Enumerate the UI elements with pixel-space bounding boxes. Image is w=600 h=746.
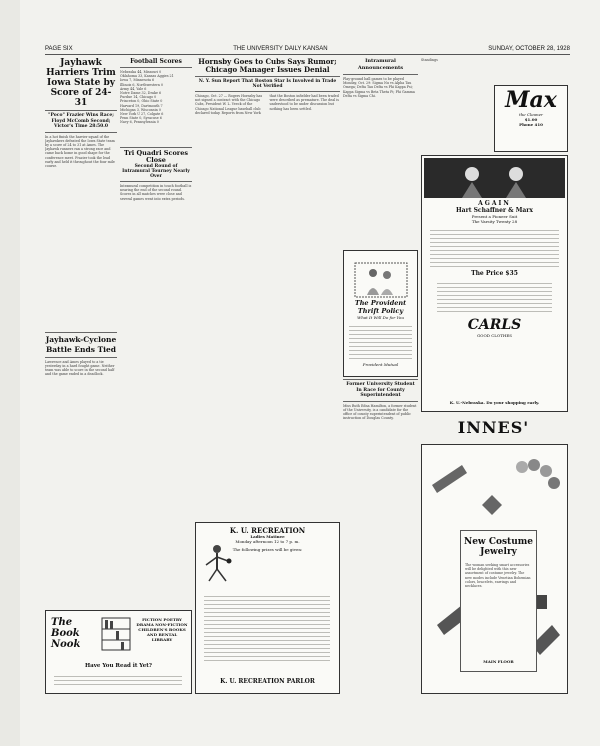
provident-thrift-ad — [343, 250, 418, 377]
max-subtitle: the Cleaner — [519, 112, 543, 117]
former-student-headline: Former University Student In Race for County Superintendent — [346, 382, 415, 398]
divider — [45, 357, 117, 358]
intramural-headline: Intramural Announcements — [357, 58, 404, 71]
carls-footer: K. U.-Nebraska. Do your shopping early. — [449, 400, 540, 405]
divider — [45, 332, 117, 333]
column-4 — [343, 58, 418, 698]
innes-jewelry-ad — [421, 444, 568, 694]
suit-list — [437, 280, 552, 312]
score-line: Nebraska 44, Missouri 0 — [120, 70, 162, 74]
carls-subtitle: GOOD CLOTHES — [476, 333, 513, 338]
paper-name: THE UNIVERSITY DAILY KANSAN — [233, 46, 328, 52]
pioneer-label: Present a Pioneer Suit — [471, 214, 518, 219]
score-line: Purdue 14, Chicago 0 — [120, 95, 157, 100]
standings-text: Standings — [421, 58, 438, 62]
headline-hornsby: Hornsby Goes to Cubs Says Rumor; Chicago Manager Issues Denial — [198, 57, 337, 74]
story-intramural: Play-ground ball games to be played Monday, Oct. 29: Sigma Nu vs Alpha Tau Omega; Delta Tau Delta vs Phi Kappa Psi; Kappa Sigma vs Beta Theta Pi; Phi Gamma Delta vs Sigma Chi. — [343, 77, 415, 98]
score-line: Notre Dame 32, Drake 6 — [120, 91, 162, 96]
varsity-label: The Varsity Twenty 28 — [471, 219, 518, 224]
score-line: Princeton 0, Ohio State 0 — [120, 99, 163, 104]
suit-description — [430, 227, 559, 267]
carls-clothing-ad — [421, 155, 568, 412]
headline-cyclone: Jayhawk-Cyclone Battle Ends Tied — [45, 334, 117, 354]
recreation-prizes: The following prizes will be given: — [232, 547, 303, 552]
page-header — [45, 44, 570, 55]
book-nook-title: The Book Nook — [51, 617, 81, 650]
score-line: Iowa 7, Minnesota 6 — [120, 78, 155, 83]
football-scores-title: Football Scores — [130, 58, 182, 65]
max-cleaner-ad — [494, 85, 568, 152]
jewelry-footer: MAIN FLOOR — [483, 659, 514, 664]
thrift-title: The Provident Thrift Policy — [354, 299, 407, 315]
page-label: PAGE SIX — [45, 46, 73, 52]
divider — [195, 76, 340, 77]
story-tri-quadri: Intramural competition in touch football is nearing the end of the second round. Scores in all matches were close and several games went into extra periods. — [120, 184, 192, 201]
score-line: Michigan 3, Wisconsin 0 — [120, 107, 161, 112]
issue-date: SUNDAY, OCTOBER 28, 1928 — [488, 46, 570, 52]
max-phone: Phone 410 — [519, 122, 543, 127]
score-line: Oklahoma 33, Kansas Aggies 21 — [120, 74, 174, 79]
max-price: $1.00 — [524, 117, 538, 122]
divider — [45, 110, 117, 111]
divider — [120, 147, 192, 148]
scan-margin — [0, 0, 20, 746]
book-nook-tagline — [54, 673, 182, 685]
price-label: The Price $35 — [471, 270, 518, 277]
divider — [195, 91, 340, 92]
divider — [45, 132, 117, 133]
tri-quadri-headline: Tri Quadri Scores Close — [123, 149, 189, 164]
recreation-ad — [195, 522, 340, 694]
column-5 — [421, 58, 493, 148]
recreation-title: K. U. RECREATION — [229, 526, 306, 535]
max-word: Max — [505, 87, 557, 113]
carls-logo: CARLS — [467, 317, 522, 333]
column-2 — [120, 58, 192, 558]
bowler-illustration — [202, 543, 232, 583]
divider — [343, 401, 418, 402]
recreation-footer: K. U. RECREATION PARLOR — [220, 678, 315, 685]
book-nook-list: FICTION POETRY DRAMA NON-FICTION CHILDREN'S BOOKS AND RENTAL LIBRARY — [136, 617, 188, 642]
recreation-subtitle: Ladies Matinee — [250, 534, 285, 539]
score-line: New York U 27, Colgate 6 — [120, 112, 164, 117]
story-harriers: In a hot finish the harrier squad of the Jayhawkers defeated the Iowa State team by a score of 24 to 31 at Ames. The Jayhawk runners ran a strong race and came back home in good shape for the conference meet. Frazier took the lead early and held it throughout the four mile course. — [45, 134, 115, 168]
divider — [343, 379, 418, 380]
subhead-harriers: "Poco" Frazier Wins Race; Floyd McComb Second; Victor's Time 28:50.0 — [48, 113, 114, 129]
divider — [120, 181, 192, 182]
story-former-student: Miss Ruth Edna Hamilton, a former student of the University, is a candidate for the office of county superintendent of public instruction of Douglas County. — [343, 403, 417, 421]
family-illustration — [351, 255, 411, 300]
men-illustration — [424, 158, 565, 198]
divider — [343, 74, 418, 75]
score-line: Army 44, Yale 6 — [120, 86, 147, 91]
divider — [120, 67, 192, 68]
score-line: Penn State 0, Syracuse 6 — [120, 116, 162, 121]
hart-schaffner-label: Hart Schaffner & Marx — [456, 207, 533, 214]
jewelry-panel — [460, 530, 537, 672]
book-nook-ad — [45, 610, 192, 694]
thrift-subtitle: What It Will Do for You — [357, 315, 404, 320]
innes-heading: INNES' — [457, 418, 530, 437]
football-scores-list — [120, 70, 192, 145]
story-cyclone: Lawrence and Ames played to a tie yesterday in a hard fought game. Neither team was able to score in the second half and the game ended in a deadlock. — [45, 359, 115, 377]
headline-harriers: Jayhawk Harriers Trim Iowa State by Score of 24-31 — [46, 58, 116, 108]
jewelry-body: The woman seeking smart accessories will be delighted with this new assortment of costume jewelry. The new modes include Venetian Bohemian colors, bracelets, earrings and necklaces. — [465, 563, 531, 589]
score-line: Navy 6, Pennsylvania 0 — [120, 120, 159, 125]
score-line: Illinois 6, Northwestern 0 — [120, 82, 164, 87]
again-label: AGAIN — [478, 200, 511, 207]
book-nook-footer: Have You Read it Yet? — [84, 663, 153, 669]
tri-quadri-subhead: Second Round of Intramural Tourney Nearly Over — [122, 164, 190, 179]
thrift-footer: Provident Mutual — [362, 362, 399, 367]
recreation-time: Monday afternoon 12 to 7 p. m. — [235, 539, 300, 544]
subhead-hornsby: N. Y. Sun Report That Boston Star Is Involved in Trade Not Verified — [198, 79, 337, 89]
bookshelf-illustration — [101, 617, 131, 651]
score-line: Harvard 19, Dartmouth 7 — [120, 103, 163, 108]
jewelry-title: New Costume Jewelry — [463, 537, 534, 557]
prize-list-text — [204, 593, 330, 663]
thrift-text — [349, 323, 412, 359]
column-1 — [45, 58, 117, 558]
story-hornsby: Chicago, Oct. 27 — Rogers Hornsby has not signed a contract with the Chicago Cubs, President W. L. Veeck of the Chicago National League baseball club declared today. Reports from New York that the Boston infielder had been traded were described as premature. The deal is understood to be under discussion but nothing has been settled. — [195, 94, 340, 115]
